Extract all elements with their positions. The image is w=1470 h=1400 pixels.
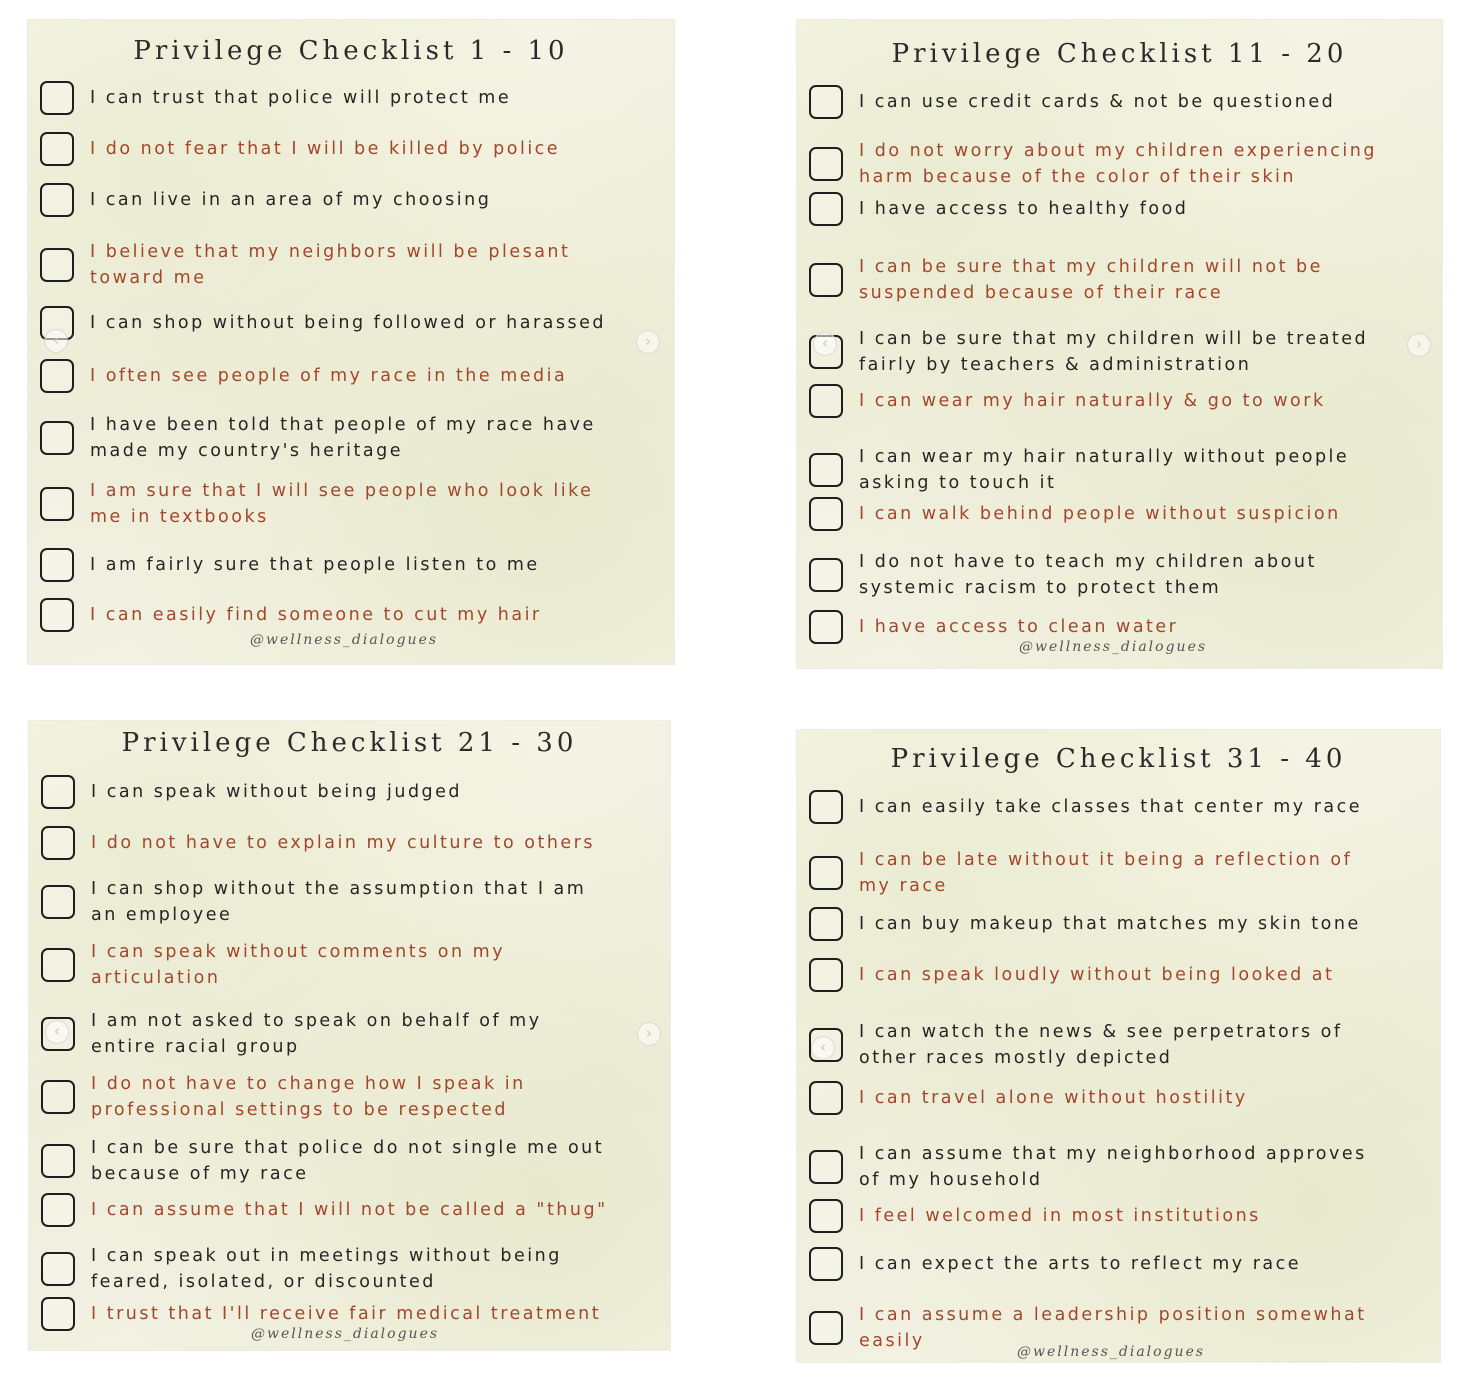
checkbox[interactable]	[809, 497, 843, 531]
checklist-item-text	[859, 138, 1377, 190]
checklist-item-line: I can wear my hair naturally & go to work	[859, 391, 1326, 411]
instagram-handle: @wellness_dialogues	[1019, 639, 1208, 655]
checklist-item-line: other races mostly depicted	[859, 1048, 1173, 1068]
card-title: Privilege Checklist 11 - 20	[891, 39, 1348, 69]
checklist-item-text	[91, 1008, 542, 1060]
checklist-item	[40, 412, 670, 464]
checklist-item	[809, 790, 1436, 824]
checkbox[interactable]	[41, 826, 75, 860]
checklist-item-line: I can speak without being judged	[91, 782, 463, 802]
checklist-item-line: I can live in an area of my choosing	[90, 190, 492, 210]
checklist-item-text	[90, 363, 567, 389]
checklist-item-text	[90, 187, 491, 213]
instagram-handle: @wellness_dialogues	[1017, 1344, 1206, 1360]
checklist-item-line: I do not have to teach my children about	[859, 552, 1317, 572]
checklist-item-text	[859, 911, 1361, 937]
checklist-card-3	[29, 721, 670, 1350]
checklist-item	[40, 239, 670, 291]
checklist-item	[41, 1008, 666, 1060]
checklist-item-text	[859, 847, 1352, 899]
checkbox[interactable]	[809, 85, 843, 119]
instagram-handle: @wellness_dialogues	[250, 632, 439, 648]
checkbox[interactable]	[809, 1199, 843, 1233]
checklist-item-text	[90, 136, 560, 162]
checkbox[interactable]	[41, 1144, 75, 1178]
checklist-item-line: I do not worry about my children experiencing	[859, 141, 1377, 161]
checklist-item-line: articulation	[91, 968, 221, 988]
checkbox[interactable]	[41, 1080, 75, 1114]
checklist-item-line: I can wear my hair naturally without people	[859, 447, 1350, 467]
checklist-item-text	[859, 326, 1368, 378]
next-arrow-icon[interactable]: ›	[636, 330, 660, 354]
checkbox[interactable]	[41, 1193, 75, 1227]
checklist-item-text	[90, 239, 570, 291]
checklist-item-line: I can be late without it being a reflection of	[859, 850, 1353, 870]
checkbox[interactable]	[41, 885, 75, 919]
card-title: Privilege Checklist 31 - 40	[890, 744, 1347, 774]
checkbox[interactable]	[809, 958, 843, 992]
checklist-item-line: because of my race	[91, 1164, 309, 1184]
checklist-item	[809, 907, 1436, 941]
checklist-item-line: I can assume that I will not be called a "thug"	[91, 1200, 608, 1220]
checklist-item-line: asking to touch it	[859, 473, 1057, 493]
checklist-item-text	[90, 85, 511, 111]
checklist-item-text	[90, 552, 540, 578]
checklist-item-text	[859, 794, 1362, 820]
checklist-item	[41, 826, 666, 860]
checklist-item-line: I can assume that my neighborhood approves	[859, 1144, 1367, 1164]
checklist-item	[41, 939, 666, 991]
checkbox[interactable]	[40, 487, 74, 521]
checkbox[interactable]	[40, 183, 74, 217]
checklist-item-line: I can easily take classes that center my race	[859, 797, 1363, 817]
checklist-item-line: I do not have to change how I speak in	[91, 1074, 526, 1094]
checklist-item-line: I often see people of my race in the media	[90, 366, 568, 386]
checkbox[interactable]	[41, 1252, 75, 1286]
checkbox[interactable]	[40, 359, 74, 393]
checklist-item	[41, 775, 666, 809]
checklist-item	[41, 1193, 666, 1227]
next-arrow-icon[interactable]: ›	[1407, 333, 1431, 357]
checklist-item-line: I trust that I'll receive fair medical treatment	[91, 1304, 602, 1324]
checkbox[interactable]	[809, 263, 843, 297]
checklist-item	[40, 478, 670, 530]
checklist-item	[809, 1019, 1436, 1071]
checkbox[interactable]	[41, 948, 75, 982]
checklist-item-line: I can easily find someone to cut my hair	[90, 605, 542, 625]
checklist-item-line: I can assume a leadership position somewhat	[859, 1305, 1367, 1325]
checklist-item	[41, 876, 666, 928]
checklist-item	[809, 384, 1438, 418]
checklist-item-line: I am fairly sure that people listen to me	[90, 555, 540, 575]
checklist-item-line: I feel welcomed in most institutions	[859, 1206, 1261, 1226]
checklist-item-line: I believe that my neighbors will be plesant	[90, 242, 571, 262]
checklist-item-line: suspended because of their race	[859, 283, 1224, 303]
instagram-handle: @wellness_dialogues	[251, 1326, 440, 1342]
checklist-item-line: I can be sure that my children will be treated	[859, 329, 1369, 349]
checkbox[interactable]	[41, 775, 75, 809]
checklist-item-line: I do not fear that I will be killed by police	[90, 139, 561, 159]
checklist-item-line: I am sure that I will see people who look like	[90, 481, 594, 501]
checklist-item-line: I can watch the news & see perpetrators of	[859, 1022, 1343, 1042]
checkbox[interactable]	[40, 81, 74, 115]
checklist-item-line: fairly by teachers & administration	[859, 355, 1252, 375]
checklist-item-line: entire racial group	[91, 1037, 300, 1057]
checklist-item-line: I can speak without comments on my	[91, 942, 506, 962]
checklist-item-line: I can trust that police will protect me	[90, 88, 512, 108]
checklist-item-text	[859, 1019, 1343, 1071]
checklist-item	[809, 1141, 1436, 1193]
checklist-item-text	[91, 1301, 601, 1327]
checklist-item-text	[859, 254, 1323, 306]
checklist-item-line: me in textbooks	[90, 507, 269, 527]
checklist-item-text	[859, 1203, 1261, 1229]
checklist-item-text	[91, 779, 462, 805]
checkbox[interactable]	[809, 1247, 843, 1281]
checklist-item	[41, 1071, 666, 1123]
checklist-item-line: I have access to healthy food	[859, 199, 1189, 219]
checklist-item-text	[859, 962, 1334, 988]
checklist-item	[41, 1243, 666, 1295]
checklist-item-text	[91, 830, 595, 856]
checkbox[interactable]	[809, 610, 843, 644]
checklist-item	[809, 549, 1438, 601]
checklist-item-text	[91, 1135, 604, 1187]
prev-arrow-icon[interactable]: ‹	[44, 329, 68, 353]
checklist-item-line: I can use credit cards & not be questioned	[859, 92, 1336, 112]
checklist-item-line: of my household	[859, 1170, 1043, 1190]
checklist-item	[40, 306, 670, 340]
checklist-item	[809, 1081, 1436, 1115]
checklist-item-text	[90, 310, 606, 336]
card-title: Privilege Checklist 1 - 10	[133, 36, 569, 66]
checklist-item-text	[859, 1251, 1301, 1277]
checklist-item-text	[90, 602, 542, 628]
checklist-item-line: toward me	[90, 268, 207, 288]
checkbox[interactable]	[40, 248, 74, 282]
checklist-item	[809, 1199, 1436, 1233]
checklist-item	[809, 326, 1438, 378]
checklist-item	[809, 847, 1436, 899]
checklist-card-4	[797, 730, 1440, 1362]
checklist-item-line: I can speak loudly without being looked at	[859, 965, 1335, 985]
checklist-item	[809, 444, 1438, 496]
checklist-item-line: made my country's heritage	[90, 441, 403, 461]
checklist-item-line: an employee	[91, 905, 233, 925]
checkbox[interactable]	[809, 147, 843, 181]
checklist-item-text	[91, 1197, 608, 1223]
checklist-item	[40, 81, 670, 115]
checklist-item-line: I can buy makeup that matches my skin tone	[859, 914, 1361, 934]
checkbox[interactable]	[809, 384, 843, 418]
checklist-item-line: systemic racism to protect them	[859, 578, 1222, 598]
checklist-item	[40, 598, 670, 632]
checklist-item-line: I can walk behind people without suspicion	[859, 504, 1341, 524]
checkbox[interactable]	[809, 192, 843, 226]
checklist-item-text	[90, 412, 596, 464]
checkbox[interactable]	[809, 1150, 843, 1184]
checklist-item-text	[90, 478, 593, 530]
checkbox[interactable]	[40, 421, 74, 455]
checklist-item-line: easily	[859, 1331, 925, 1351]
checklist-card-2	[797, 20, 1442, 668]
prev-arrow-icon[interactable]: ‹	[45, 1020, 69, 1044]
checklist-item-line: I can expect the arts to reflect my race	[859, 1254, 1302, 1274]
checkbox[interactable]	[809, 907, 843, 941]
checklist-item	[41, 1135, 666, 1187]
checklist-item-line: I can speak out in meetings without being	[91, 1246, 562, 1266]
checklist-item-text	[859, 501, 1341, 527]
checklist-item-line: I have been told that people of my race have	[90, 415, 596, 435]
checkbox[interactable]	[809, 558, 843, 592]
checklist-item-text	[859, 444, 1349, 496]
checklist-item-text	[859, 549, 1317, 601]
checklist-item-text	[859, 89, 1335, 115]
checklist-item-line: I am not asked to speak on behalf of my	[91, 1011, 542, 1031]
checklist-item-line: I can be sure that my children will not be	[859, 257, 1323, 277]
checklist-item-line: I can shop without the assumption that I am	[91, 879, 587, 899]
checklist-item-line: I can shop without being followed or harassed	[90, 313, 607, 333]
checkbox[interactable]	[40, 548, 74, 582]
checkbox[interactable]	[809, 1081, 843, 1115]
checklist-item-line: professional settings to be respected	[91, 1100, 508, 1120]
checklist-item	[40, 359, 670, 393]
checklist-item-text	[859, 388, 1326, 414]
checklist-item-text	[859, 1141, 1367, 1193]
checklist-item	[809, 254, 1438, 306]
checklist-item	[40, 183, 670, 217]
checklist-item-text	[859, 1085, 1248, 1111]
checkbox[interactable]	[40, 132, 74, 166]
checklist-item-line: harm because of the color of their skin	[859, 167, 1296, 187]
checklist-item	[40, 548, 670, 582]
checklist-item	[809, 958, 1436, 992]
checkbox[interactable]	[809, 1311, 843, 1345]
checklist-item-line: I can travel alone without hostility	[859, 1088, 1248, 1108]
checkbox[interactable]	[809, 453, 843, 487]
card-title: Privilege Checklist 21 - 30	[121, 728, 578, 758]
prev-arrow-icon[interactable]: ‹	[811, 1036, 835, 1060]
checklist-item-line: I do not have to explain my culture to others	[91, 833, 595, 853]
checklist-item	[809, 85, 1438, 119]
checkbox[interactable]	[809, 856, 843, 890]
checkbox[interactable]	[809, 790, 843, 824]
checklist-item	[809, 497, 1438, 531]
checklist-item-text	[91, 1243, 562, 1295]
checklist-item-text	[91, 1071, 526, 1123]
next-arrow-icon[interactable]: ›	[637, 1022, 661, 1046]
checkbox[interactable]	[41, 1297, 75, 1331]
prev-arrow-icon[interactable]: ‹	[813, 332, 837, 356]
checklist-item-line: I have access to clean water	[859, 617, 1179, 637]
checklist-item	[40, 132, 670, 166]
checklist-item	[809, 138, 1438, 190]
checklist-item-line: I can be sure that police do not single me out	[91, 1138, 605, 1158]
checklist-item	[809, 1247, 1436, 1281]
checklist-item	[809, 192, 1438, 226]
checklist-item-line: feared, isolated, or discounted	[91, 1272, 436, 1292]
checklist-item-line: my race	[859, 876, 948, 896]
checklist-item-text	[91, 876, 586, 928]
checkbox[interactable]	[40, 598, 74, 632]
checklist-item-text	[859, 196, 1188, 222]
checklist-card-1	[28, 20, 674, 664]
checklist-item-text	[859, 614, 1178, 640]
checklist-item-text	[91, 939, 505, 991]
